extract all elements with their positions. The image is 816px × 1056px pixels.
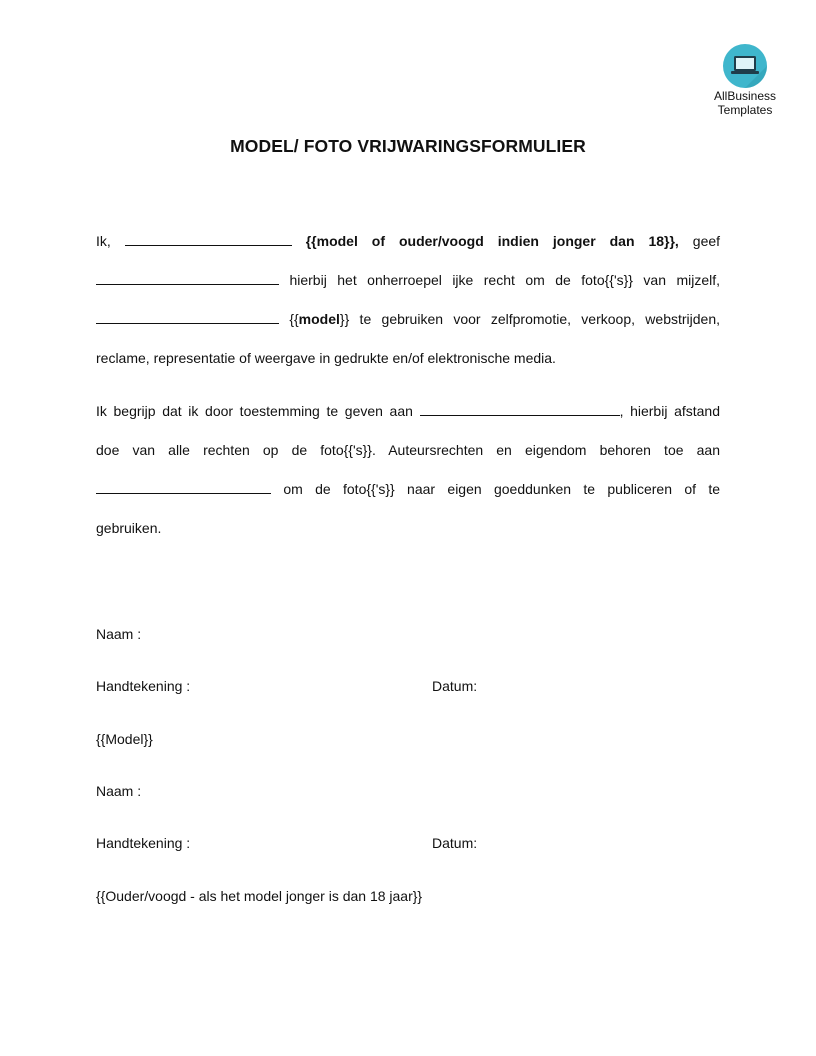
logo-text-line2: Templates [717, 103, 773, 117]
naam-label: Naam : [96, 626, 142, 642]
owner-blank-field[interactable] [96, 482, 271, 494]
text-geef: geef [692, 233, 721, 249]
guardian-signature-caption: {{Ouder/voogd - als het model jonger is dan 18 jaar}} [96, 888, 423, 904]
text-line-end: , hierbij afstand [420, 403, 720, 419]
paragraph-line [96, 470, 720, 509]
paragraph-line [96, 392, 720, 431]
text-line: om de foto{{'s}} naar eigen goeddunken te publiceren of te [283, 481, 720, 497]
model-signature-caption: {{Model}} [96, 731, 153, 747]
text-model-placeholder: {{model of ouder/voogd indien jonger dan 18}}, [305, 233, 679, 249]
text-line: hierbij het onherroepel ijke recht om de foto{{'s}} van mijzelf, [289, 272, 720, 288]
recipient-blank-field[interactable] [96, 273, 279, 285]
paragraph-line [96, 222, 720, 261]
paragraph-consent [96, 222, 720, 378]
text-line: Ik begrijp dat ik door toestemming te geven aan [96, 403, 413, 419]
handtekening-label: Handtekening : [96, 678, 191, 694]
paragraph-rights [96, 392, 720, 548]
paragraph-line [96, 261, 720, 300]
handtekening-label: Handtekening : [96, 835, 191, 851]
datum-label: Datum: [432, 678, 478, 694]
logo-text-line1: AllBusiness [713, 89, 777, 103]
model-blank-field[interactable] [96, 312, 279, 324]
naam-label: Naam : [96, 783, 142, 799]
laptop-icon [723, 44, 767, 88]
name-blank-field[interactable] [125, 234, 292, 246]
datum-label: Datum: [432, 835, 478, 851]
text-line: {{model}} te gebruiken voor zelfpromotie, verkoop, webstrijden, [289, 311, 721, 327]
document-title: MODEL/ FOTO VRIJWARINGSFORMULIER [230, 136, 586, 156]
text-ik: Ik, [96, 233, 111, 249]
paragraph-line: gebruiken. [96, 520, 162, 536]
paragraph-line [96, 300, 720, 339]
paragraph-line: doe van alle rechten op de foto{{'s}}. Auteursrechten en eigendom behoren toe aan [96, 442, 720, 458]
allbusiness-logo [700, 44, 790, 116]
grantee-blank-field[interactable] [420, 404, 620, 416]
paragraph-line: reclame, representatie of weergave in gedrukte en/of elektronische media. [96, 350, 556, 366]
